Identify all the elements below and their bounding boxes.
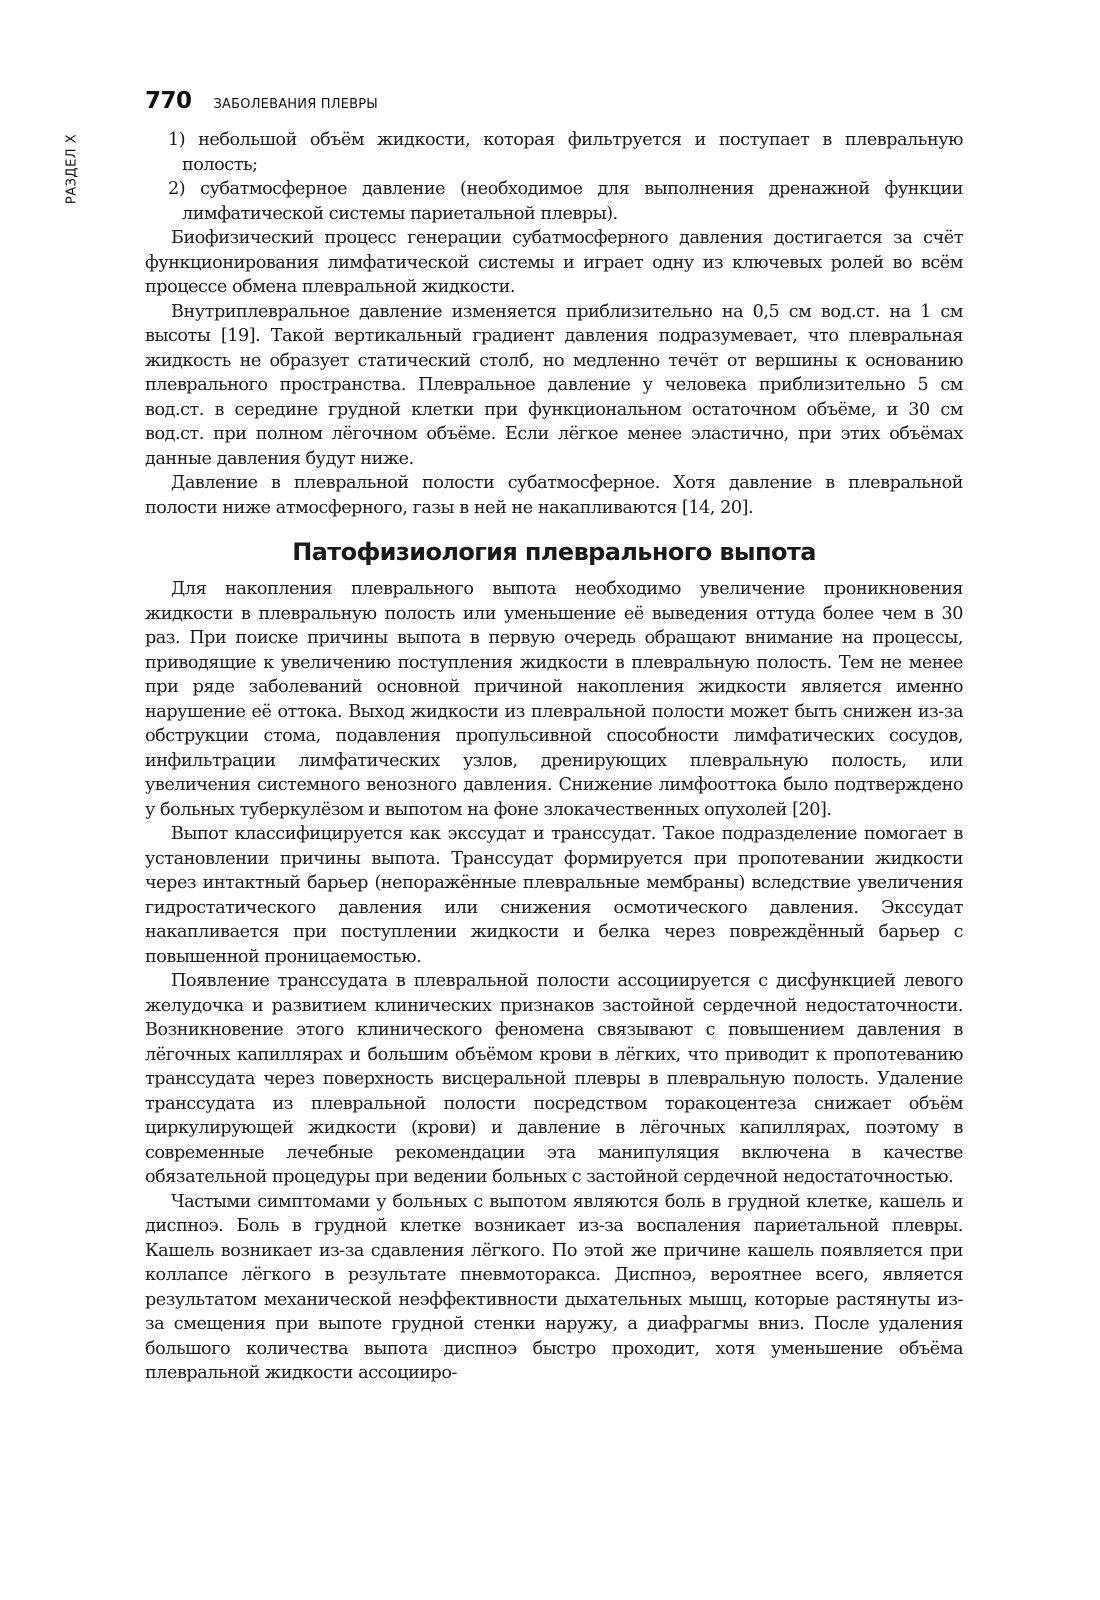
- section-side-label: [62, 134, 82, 204]
- section-heading: Патофизиология плеврального выпота: [292, 538, 816, 566]
- page-body: [145, 128, 963, 1386]
- running-title: ЗАБОЛЕВАНИЯ ПЛЕВРЫ: [213, 97, 378, 112]
- paragraph: Биофизический процесс генерации субатмосферного давления достигается за счёт функционирования лимфатической системы и играет одну из ключевых ролей во всём процессе обмена плевральной жидкости.: [145, 228, 963, 297]
- paragraph: Появление транссудата в плевральной полости ассоциируется с дисфункцией левого желудочка и развитием клинических признаков застойной сердечной недостаточности. Возникновение этого клинического феномена связывают с повышением давления в лёгочных капиллярах и большим объёмом крови в лёгких, что приводит к пропотеванию транссудата через поверхность висцеральной плевры в плевральную полость. Удаление транссудата из плевральной полости посредством торакоцентеза снижает объём циркулирующей жидкости (крови) и давление в лёгочных капиллярах, поэтому в современные лечебные рекомендации эта манипуляция включена в качестве обязательной процедуры при ведении больных с застойной сердечной недостаточностью.: [145, 971, 963, 1187]
- paragraph: Выпот классифицируется как экссудат и транссудат. Такое подразделение помогает в установлении причины выпота. Транссудат формируется при пропотевании жидкости через интактный барьер (непоражённые плевральные мембраны) вследствие увеличения гидростатического давления или снижения осмотического давления. Экссудат накапливается при поступлении жидкости и белка через повреждённый барьер с повышенной проницаемостью.: [145, 824, 963, 967]
- paragraph: Для накопления плеврального выпота необходимо увеличение проникновения жидкости в плевральную полость или уменьшение её выведения оттуда более чем в 30 раз. При поиске причины выпота в первую очередь обращают внимание на процессы, приводящие к увеличению поступления жидкости в плевральную полость. Тем не менее при ряде заболеваний основной причиной накопления жидкости является именно нарушение её оттока. Выход жидкости из плевральной полости может быть снижен из-за обструкции стома, подавления пропульсивной способности лимфатических сосудов, инфильтрации лимфатических узлов, дренирующих плевральную полость, или увеличения системного венозного давления. Снижение лимфооттока было подтверждено у больных туберкулёзом и выпотом на фоне злокачественных опухолей [20].: [145, 579, 963, 820]
- list-item: 2) субатмосферное давление (необходимое для выполнения дренажной функции лимфатической системы париетальной плевры).: [168, 179, 963, 224]
- paragraph: Внутриплевральное давление изменяется приблизительно на 0,5 см вод.ст. на 1 см высоты [19]. Такой вертикальный градиент давления подразумевает, что плевральная жидкость не образует статический столб, но медленно течёт от вершины к основанию плеврального пространства. Плевральное давление у человека приблизительно 5 см вод.ст. в середине грудной клетки при функциональном остаточном объёме, и 30 см вод.ст. при полном лёгочном объёме. Если лёгкое менее эластично, при этих объёмах данные давления будут ниже.: [145, 301, 963, 469]
- paragraph: Давление в плевральной полости субатмосферное. Хотя давление в плевральной полости ниже атмосферного, газы в ней не накапливаются [14, 20].: [145, 473, 963, 518]
- page-header: [145, 88, 378, 114]
- numbered-list: [145, 128, 963, 226]
- page-number: 770: [145, 88, 192, 114]
- list-item: 1) небольшой объём жидкости, которая фильтруется и поступает в плевральную полость;: [168, 130, 963, 175]
- paragraph: Частыми симптомами у больных с выпотом являются боль в грудной клетке, кашель и диспноэ. Боль в грудной клетке возникает из-за воспаления париетальной плевры. Кашель возникает из-за сдавления лёгкого. По этой же причине кашель появляется при коллапсе лёгкого в результате пневмоторакса. Диспноэ, вероятнее всего, является результатом механической неэффективности дыхательных мышц, которые растянуты из-за смещения при выпоте грудной стенки наружу, а диафрагмы вниз. После удаления большого количества выпота диспноэ быстро проходит, хотя уменьшение объёма плевральной жидкости ассоцииро-: [145, 1191, 963, 1383]
- section-side-label-text: РАЗДЕЛ X: [64, 133, 80, 205]
